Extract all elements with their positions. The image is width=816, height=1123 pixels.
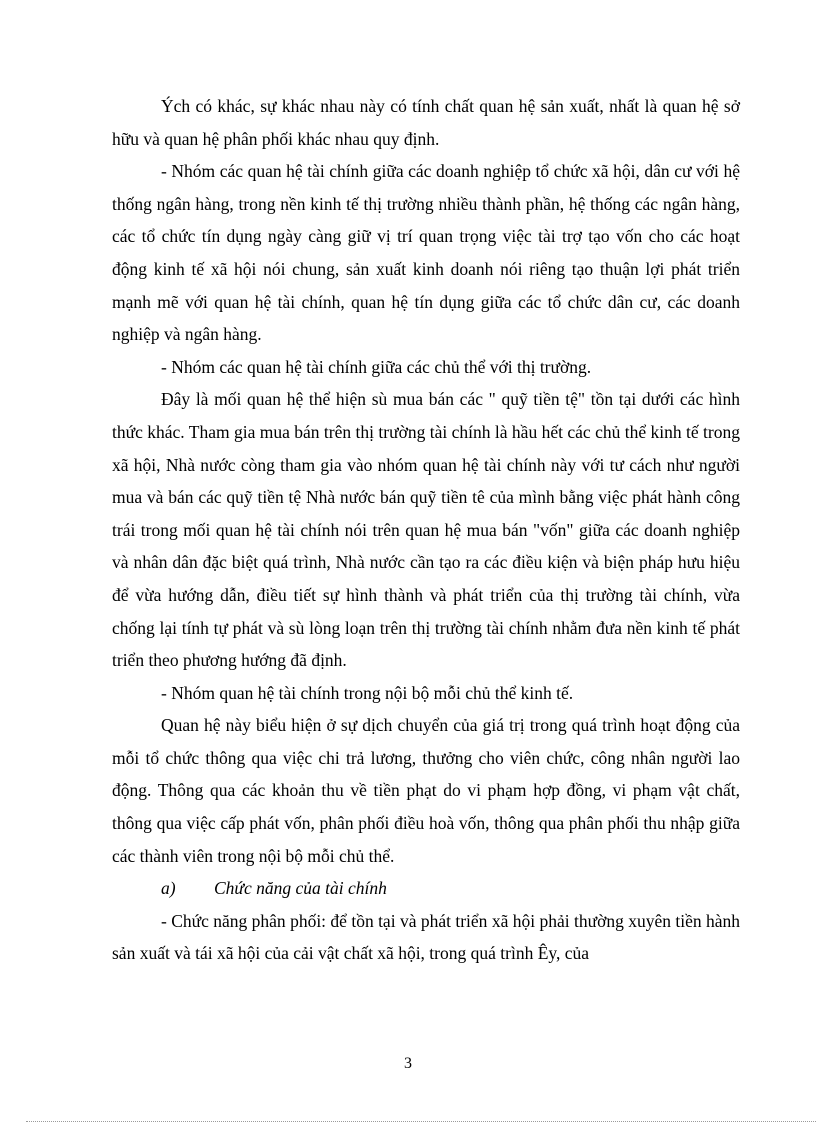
section-heading-label: a) (161, 878, 176, 899)
paragraph: - Nhóm các quan hệ tài chính giữa các chủ thể với thị trường. (161, 356, 592, 377)
section-heading (112, 872, 740, 905)
paragraph: - Nhóm các quan hệ tài chính giữa các doanh nghiệp tổ chức xã hội, dân cư với hệ thống ngân hàng, trong nền kinh tế thị trường nhiều thành phần, hệ thống các ngân hàng, các tổ chức tín dụng ngày càng giữ vị trí quan trọng việc tài trợ tạo vốn cho các hoạt động kinh tế xã hội nói chung, sản xuất kinh doanh nói riêng tạo thuận lợi phát triển mạnh mẽ với quan hệ tài chính, quan hệ tín dụng giữa các tổ chức dân cư, các doanh nghiệp và ngân hàng. (112, 161, 740, 345)
paragraph: Ých có khác, sự khác nhau này có tính chất quan hệ sản xuất, nhất là quan hệ sở hữu và quan hệ phân phối khác nhau quy định. (112, 96, 740, 149)
paragraph: Quan hệ này biểu hiện ở sự dịch chuyển của giá trị trong quá trình hoạt động của mỗi tổ chức thông qua việc chi trả lương, thưởng cho viên chức, công nhân người lao động. Thông qua các khoản thu về tiền phạt do vi phạm hợp đồng, vi phạm vật chất, thông qua việc cấp phát vốn, phân phối điều hoà vốn, thông qua phân phối thu nhập giữa các thành viên trong nội bộ mỗi chủ thể. (112, 715, 740, 866)
paragraph: Đây là mối quan hệ thể hiện sù mua bán các " quỹ tiền tệ" tồn tại dưới các hình thức khác. Tham gia mua bán trên thị trường tài chính là hầu hết các chủ thể kinh tế trong xã hội, Nhà nước còng tham gia vào nhóm quan hệ tài chính này với tư cách như người mua và bán các quỹ tiền tệ Nhà nước bán quỹ tiền tê của mình bằng việc phát hành công trái trong mối quan hệ tài chính nói trên quan hệ mua bán "vốn" giữa các doanh nghiệp và nhân dân đặc biệt quá trình, Nhà nước cần tạo ra các điều kiện và biện pháp hưu hiệu để vừa hướng dẫn, điều tiết sự hình thành và phát triển của thị trường tài chính, vừa chống lại tính tự phát và sù lòng loạn trên thị trường tài chính nhằm đưa nền kinh tế phát triển theo phương hướng đã định. (112, 389, 740, 671)
body-text (112, 90, 740, 970)
section-heading-text: Chức năng của tài chính (214, 878, 387, 899)
page-number: 3 (404, 1055, 412, 1072)
page-bottom-rule (26, 1121, 816, 1122)
paragraph: - Nhóm quan hệ tài chính trong nội bộ mỗi chủ thể kinh tế. (161, 682, 574, 703)
paragraph: - Chức năng phân phối: để tồn tại và phát triển xã hội phải thường xuyên tiền hành sản xuất và tái xã hội của cải vật chất xã hội, trong quá trình Êy, của (112, 910, 740, 964)
